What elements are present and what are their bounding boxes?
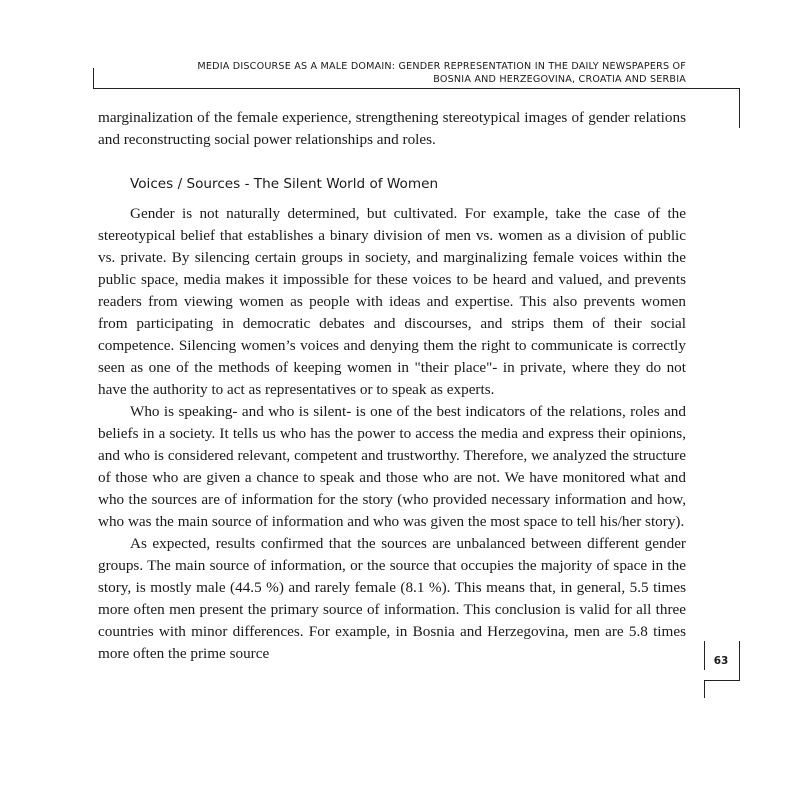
paragraph-1: Gender is not naturally determined, but cultivated. For example, take the case of the stereotypical belief that establishes a binary division of men vs. women as a division of public vs. private. By silencing certain groups in society, and marginalizing female voices within the public space, media makes it impossible for these voices to be heard and valued, and prevents readers from viewing women as people with ideas and expertise. This also prevents women from participating in democratic debates and discourses, and strips them of their social competence. Silencing women’s voices and denying them the right to communicate is correctly seen as one of the methods of keeping women in "their place"- in private, where they do not have the authority to act as representatives or to speak as experts.: [98, 205, 686, 398]
page-number-rule-down: [704, 680, 705, 698]
page-number: 63: [713, 655, 729, 667]
header-rule-left: [93, 68, 94, 88]
page-number-rule: [704, 680, 740, 681]
page-number-rule-left: [704, 641, 705, 670]
intro-paragraph: marginalization of the female experience, strengthening stereotypical images of gender relations and reconstructing social power relationships and roles.: [98, 109, 686, 148]
header-rule: [93, 88, 740, 89]
page-number-rule-right: [739, 641, 740, 680]
section-title: Voices / Sources - The Silent World of Women: [130, 176, 439, 192]
body-text: [98, 107, 686, 665]
header-rule-right: [739, 88, 740, 128]
running-header: [110, 60, 686, 86]
paragraph-3: As expected, results confirmed that the sources are unbalanced between different gender groups. The main source of information, or the source that occupies the majority of space in the story, is mostly male (44.5 %) and rarely female (8.1 %). This means that, in general, 5.5 times more often men present the primary source of information. This conclusion is valid for all three countries with minor differences. For example, in Bosnia and Herzegovina, men are 5.8 times more often the prime source: [98, 535, 686, 662]
paragraph-2: Who is speaking- and who is silent- is one of the best indicators of the relations, roles and beliefs in a society. It tells us who has the power to access the media and express their opinions, and who is considered relevant, competent and trustworthy. Therefore, we analyzed the structure of those who are given a chance to speak and those who are not. We have monitored what and who the sources are of information for the story (who provided necessary information and how, who was the main source of information and who was given the most space to tell his/her story).: [98, 403, 686, 530]
running-header-line-1: MEDIA DISCOURSE AS A MALE DOMAIN: GENDER REPRESENTATION IN THE DAILY NEWSPAPERS OF: [197, 61, 686, 72]
running-header-line-2: BOSNIA AND HERZEGOVINA, CROATIA AND SERBIA: [433, 74, 686, 85]
